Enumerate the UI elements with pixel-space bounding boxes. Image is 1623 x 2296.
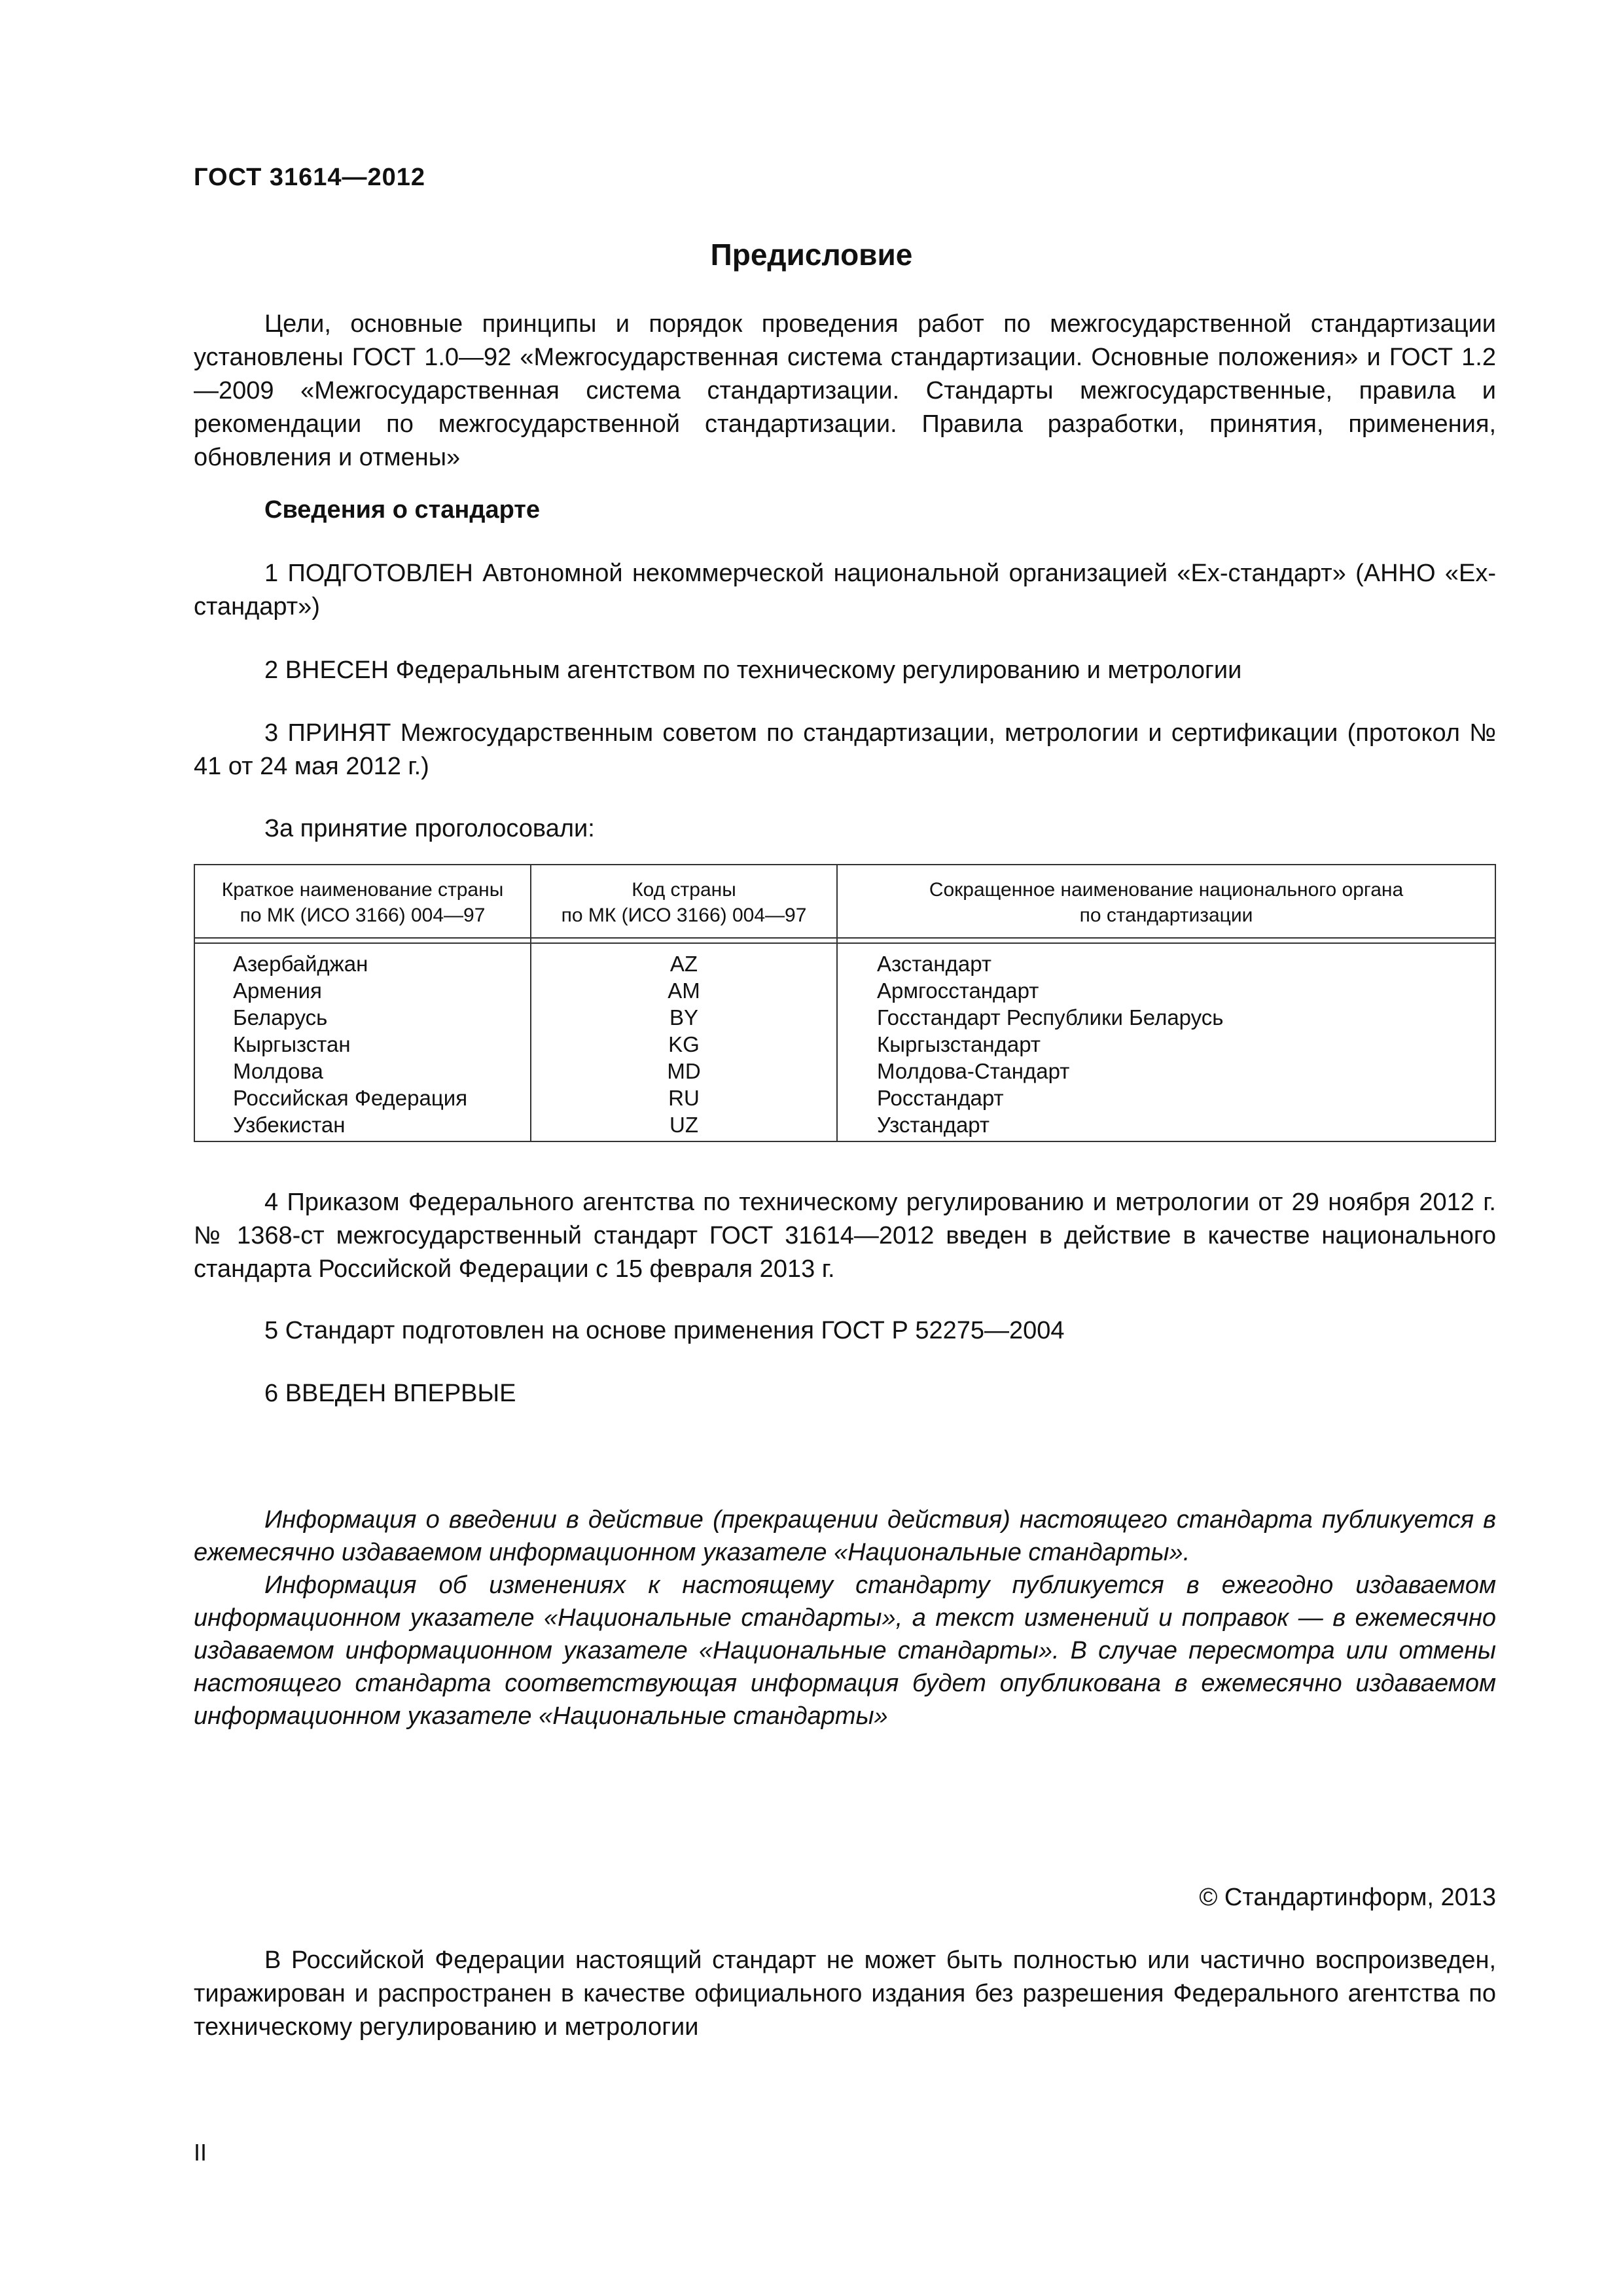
national-body-cell: Азстандарт	[837, 943, 1495, 977]
page-number: II	[194, 2139, 207, 2166]
country-name-cell: Молдова	[194, 1058, 531, 1085]
item-6-first-introduced: 6 ВВЕДЕН ВПЕРВЫЕ	[264, 1380, 516, 1407]
votes-table	[194, 864, 1496, 1142]
country-code-cell: AZ	[531, 943, 837, 977]
notice-paragraph-2: Информация об изменениях к настоящему стандарту публикуется в ежегодно издаваемом информационном указателе «Национальные стандарты», а текст изменений и поправок — в ежемесячно издаваемом информационном указателе «Национальные стандарты». В случае пересмотра или отмены настоящего стандарта соответствующая информация будет опубликована в ежемесячно издаваемом информационном указателе «Национальные стандарты»	[194, 1571, 1496, 1730]
intro-section	[194, 308, 1496, 475]
country-code-cell: KG	[531, 1031, 837, 1058]
notice-paragraph-1: Информация о введении в действие (прекращении действия) настоящего стандарта публикуется в ежемесячно издаваемом информационном указателе «Национальные стандарты».	[194, 1506, 1496, 1566]
intro-paragraph: Цели, основные принципы и порядок проведения работ по межгосударственной стандартизации установлены ГОСТ 1.0—92 «Межгосударственная система стандартизации. Основные положения» и ГОСТ 1.2—2009 «Межгосударственная система стандартизации. Стандарты межгосударственные, правила и рекомендации по межгосударственной стандартизации. Правила разработки, принятия, применения, обновления и отмены»	[194, 310, 1496, 471]
item-6-block	[194, 1377, 1496, 1410]
item-3-block	[194, 717, 1496, 783]
header-national-body-line2: по стандартизации	[1079, 905, 1253, 926]
item-3-adopted: 3 ПРИНЯТ Межгосударственным советом по стандартизации, метрологии и сертификации (протокол № 41 от 24 мая 2012 г.)	[194, 719, 1496, 780]
item-1-prepared: 1 ПОДГОТОВЛЕН Автономной некоммерческой национальной организацией «Ех-стандарт» (АННО «Ех-стандарт»)	[194, 560, 1496, 620]
item-2-block	[194, 654, 1496, 687]
table-row	[194, 943, 1495, 977]
header-country-code-line2: по МК (ИСО 3166) 004—97	[561, 905, 807, 926]
header-separator-row	[194, 938, 1495, 943]
national-body-cell: Кыргызстандарт	[837, 1031, 1495, 1058]
country-name-cell: Узбекистан	[194, 1111, 531, 1141]
country-name-cell: Кыргызстан	[194, 1031, 531, 1058]
country-name-cell: Армения	[194, 977, 531, 1004]
item-5-basis: 5 Стандарт подготовлен на основе применения ГОСТ Р 52275—2004	[264, 1317, 1065, 1344]
table-row	[194, 1111, 1495, 1141]
separator-cell	[837, 938, 1495, 943]
header-country-name	[194, 865, 531, 938]
national-body-cell: Узстандарт	[837, 1111, 1495, 1141]
table-row	[194, 1004, 1495, 1031]
item-4-block	[194, 1186, 1496, 1286]
country-code-cell: UZ	[531, 1111, 837, 1141]
header-country-name-line1: Краткое наименование страны	[221, 879, 504, 901]
rights-section	[194, 1944, 1496, 2044]
national-body-cell: Молдова-Стандарт	[837, 1058, 1495, 1085]
document-header: ГОСТ 31614—2012	[194, 164, 426, 191]
table-row	[194, 1058, 1495, 1085]
national-body-cell: Госстандарт Республики Беларусь	[837, 1004, 1495, 1031]
header-country-code-line1: Код страны	[632, 879, 736, 901]
header-national-body	[837, 865, 1495, 938]
item-5-block	[194, 1314, 1496, 1348]
table-row	[194, 977, 1495, 1004]
national-body-cell: Росстандарт	[837, 1085, 1495, 1111]
item-4-order: 4 Приказом Федерального агентства по техническому регулированию и метрологии от 29 ноября 2012 г. № 1368-ст межгосударственный стандарт ГОСТ 31614—2012 введен в действие в качестве национального стандарта Российской Федерации с 15 февраля 2013 г.	[194, 1189, 1496, 1283]
country-code-cell: BY	[531, 1004, 837, 1031]
votes-label: За принятие проголосовали:	[264, 815, 595, 842]
standard-info-heading: Сведения о стандарте	[264, 496, 541, 524]
header-country-name-line2: по МК (ИСО 3166) 004—97	[240, 905, 486, 926]
rights-paragraph: В Российской Федерации настоящий стандарт не может быть полностью или частично воспроизведен, тиражирован и распространен в качестве официального издания без разрешения Федерального агентства по техническому регулированию и метрологии	[194, 1946, 1496, 2041]
table-header-row	[194, 865, 1495, 938]
standard-info-heading-block	[194, 496, 1496, 524]
notice-section	[194, 1503, 1496, 1732]
header-country-code	[531, 865, 837, 938]
country-name-cell: Беларусь	[194, 1004, 531, 1031]
country-code-cell: RU	[531, 1085, 837, 1111]
header-national-body-line1: Сокращенное наименование национального органа	[929, 879, 1404, 901]
item-2-submitted: 2 ВНЕСЕН Федеральным агентством по техническому регулированию и метрологии	[264, 656, 1242, 684]
national-body-cell: Армгосстандарт	[837, 977, 1495, 1004]
country-code-cell: MD	[531, 1058, 837, 1085]
country-name-cell: Азербайджан	[194, 943, 531, 977]
table-row	[194, 1085, 1495, 1111]
item-1-block	[194, 557, 1496, 624]
separator-cell	[531, 938, 837, 943]
copyright-line: © Стандартинформ, 2013	[1199, 1884, 1496, 1911]
country-code-cell: AM	[531, 977, 837, 1004]
votes-label-block	[194, 812, 1496, 846]
country-name-cell: Российская Федерация	[194, 1085, 531, 1111]
separator-cell	[194, 938, 531, 943]
page-title: Предисловие	[710, 238, 913, 272]
table-row	[194, 1031, 1495, 1058]
